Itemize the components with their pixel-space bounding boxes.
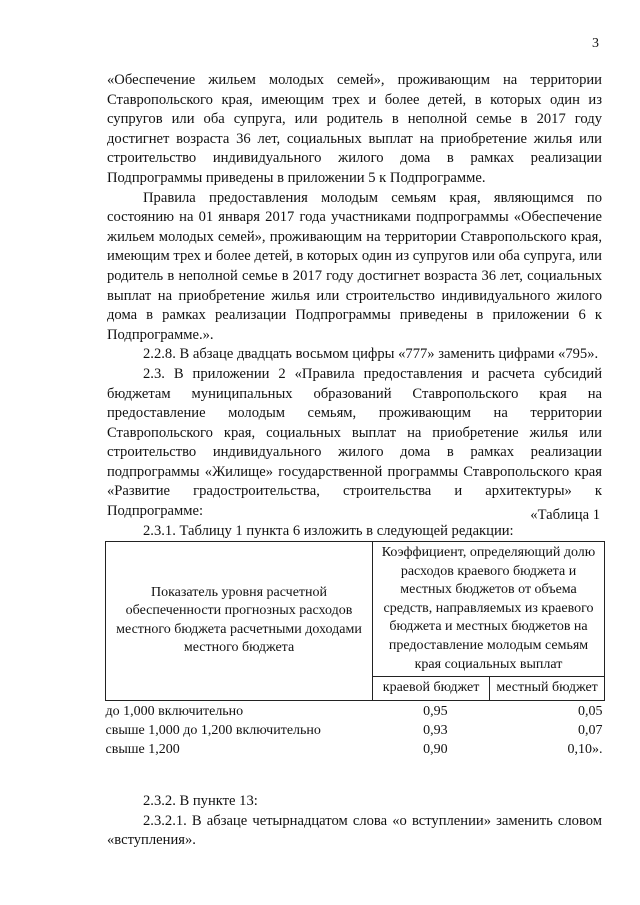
row-regional: 0,90 <box>423 741 448 757</box>
row-local: 0,05 <box>578 703 603 719</box>
row-label: свыше 1,000 до 1,200 включительно <box>105 722 321 738</box>
coefficient-table <box>105 541 605 760</box>
header-local-budget: местный бюджет <box>490 677 605 701</box>
table-row <box>106 703 605 722</box>
document-body <box>107 71 602 541</box>
header-coefficient: Коэффициент, определяющий долю расходов краевого бюджета и местных бюджетов от объема средств, направляемых из краевого бюджета и местных бюджетов на предоставление молодым семьям края социальных выплат <box>373 542 605 677</box>
header-indicator: Показатель уровня расчетной обеспеченности прогнозных расходов местного бюджета расчетными доходами местного бюджета <box>106 542 373 701</box>
row-local: 0,10». <box>567 741 603 757</box>
paragraph-2-3-2-1: 2.3.2.1. В абзаце четырнадцатом слова «о вступлении» заменить словом «вступления». <box>107 812 602 849</box>
row-label: до 1,000 включительно <box>105 703 244 719</box>
paragraph-continuation: «Обеспечение жильем молодых семей», проживающим на территории Ставропольского края, имеющим трех и более детей, в которых один из супругов или оба супруга, или родитель в неполной семье в 2017 году достигнет возраста 36 лет, социальных выплат на приобретение жилья или строительство индивидуального жилого дома в рамках реализации Подпрограммы приведены в приложении 5 к Подпрограмме. <box>107 72 602 186</box>
table-caption: «Таблица 1 <box>530 507 600 523</box>
document-body-after-table <box>107 792 602 851</box>
row-label: свыше 1,200 <box>105 741 180 757</box>
row-local: 0,07 <box>578 722 603 738</box>
row-regional: 0,93 <box>423 722 448 738</box>
header-regional-budget: краевой бюджет <box>373 677 490 701</box>
row-regional: 0,95 <box>423 703 448 719</box>
paragraph-rules: Правила предоставления молодым семьям края, являющимся по состоянию на 01 января 2017 года участниками подпрограммы «Обеспечение жильем молодых семей», проживающим на территории Ставропольского края, имеющим трех и более детей, в которых один из супругов или оба супруга, или родитель в неполной семье в 2017 году достигнет возраста 36 лет, социальных выплат на приобретение жилья или строительство индивидуального жилого дома в рамках реализации Подпрограммы приведены в приложении 6 к Подпрограмме.». <box>107 189 602 343</box>
table-row <box>106 741 605 760</box>
paragraph-2-3-2: 2.3.2. В пункте 13: <box>143 793 258 809</box>
page-number: 3 <box>592 36 599 51</box>
paragraph-2-3: 2.3. В приложении 2 «Правила предоставления и расчета субсидий бюджетам муниципальных образований Ставропольского края на предоставление молодым семьям, проживающим на территории Ставропольского края, социальных выплат на приобретение жилья или строительство индивидуального жилого дома в рамках реализации подпрограммы «Жилище» государственной программы Ставропольского края «Развитие градостроительства, строительства и архитектуры» к Подпрограмме: <box>107 365 602 520</box>
paragraph-2-2-8: 2.2.8. В абзаце двадцать восьмом цифры «777» заменить цифрами «795». <box>143 346 599 363</box>
table-row <box>106 722 605 741</box>
paragraph-2-3-1: 2.3.1. Таблицу 1 пункта 6 изложить в следующей редакции: <box>143 522 514 539</box>
